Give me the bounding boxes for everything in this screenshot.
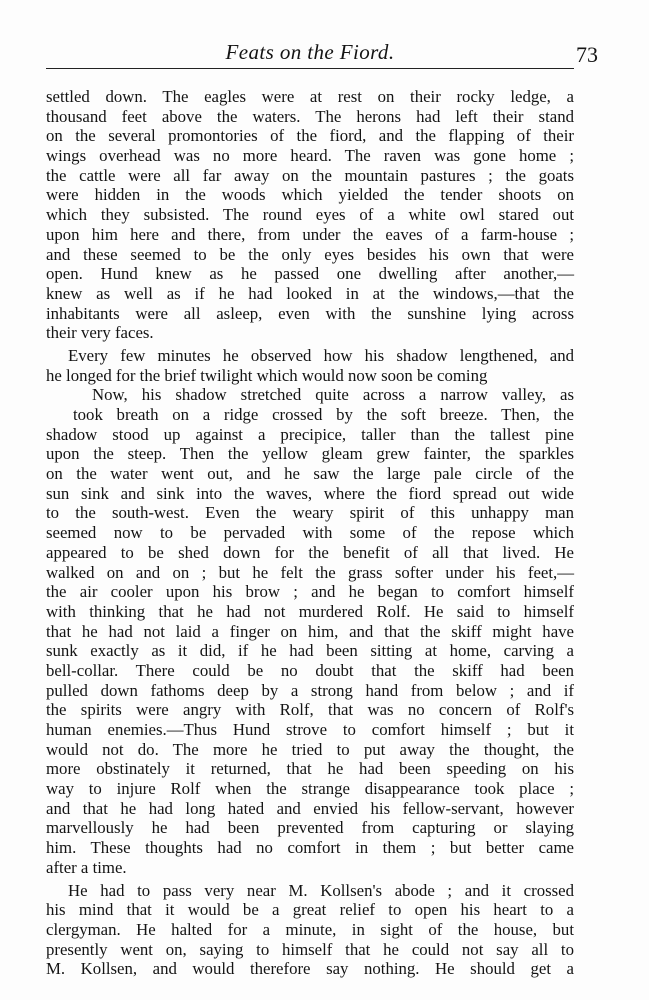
header-rule [46, 68, 574, 69]
text-line: walked on and on ; but he felt the grass softer under his feet,— [46, 562, 574, 582]
text-line: thousand feet above the waters. The herons had left their stand [46, 106, 574, 126]
text-line: upon him here and there, from under the eaves of a farm-house ; [46, 224, 574, 244]
text-line: were hidden in the woods which yielded the tender shoots on [46, 185, 574, 205]
text-line: M. Kollsen, and would therefore say nothing. He should get a [46, 959, 574, 979]
text-line: on the water went out, and he saw the large pale circle of the [46, 464, 574, 484]
text-line: appeared to be shed down for the benefit of all that lived. He [46, 542, 574, 562]
text-line: the cattle were all far away on the mountain pastures ; the goats [46, 165, 574, 185]
text-line: way to injure Rolf when the strange disappearance took place ; [46, 779, 574, 799]
text-line: that he had not laid a finger on him, and that the skiff might have [46, 621, 574, 641]
paragraph-start-line: He had to pass very near M. Kollsen's abode ; and it crossed [68, 880, 574, 900]
text-line: the spirits were angry with Rolf, that was no concern of Rolf's [46, 700, 574, 720]
text-line: sun sink and sink into the waves, where the fiord spread out wide [46, 483, 574, 503]
text-line: shadow stood up against a precipice, taller than the tallest pine [46, 424, 574, 444]
text-line: on the several promontories of the fiord, and the flapping of their [46, 126, 574, 146]
text-line: more obstinately it returned, that he had been speeding on his [46, 759, 574, 779]
text-line: would not do. The more he tried to put away the thought, the [46, 739, 574, 759]
text-line: he longed for the brief twilight which would now soon be coming [46, 365, 488, 385]
text-line: sunk exactly as it did, if he had been sitting at home, carving a [46, 641, 574, 661]
paragraph-end-line: their very faces. [46, 323, 154, 343]
text-line: and these seemed to be the only eyes besides his own that were [46, 244, 574, 264]
text-line: him. These thoughts had no comfort in them ; but better came [46, 838, 574, 858]
page-number: 73 [576, 42, 598, 67]
text-line: clergyman. He halted for a minute, in sight of the house, but [46, 919, 574, 939]
paragraph-end-line: after a time. [46, 857, 127, 877]
text-line: his mind that it would be a great relief to open his heart to a [46, 900, 574, 920]
text-line: and that he had long hated and envied his fellow-servant, however [46, 798, 574, 818]
text-line: to the south-west. Even the weary spirit of this unhappy man [46, 503, 574, 523]
text-line: open. Hund knew as he passed one dwelling after another,— [46, 264, 574, 284]
text-line: knew as well as if he had looked in at the windows,—that the [46, 283, 574, 303]
text-line: pulled down fathoms deep by a strong hand from below ; and if [46, 680, 574, 700]
running-head [46, 28, 598, 68]
text-line: the air cooler upon his brow ; and he began to comfort himself [46, 582, 574, 602]
text-line: upon the steep. Then the yellow gleam grew fainter, the sparkles [46, 444, 574, 464]
text-line: human enemies.—Thus Hund strove to comfort himself ; but it [46, 720, 574, 739]
body-text [46, 87, 574, 979]
text-line: with thinking that he had not murdered Rolf. He said to himself [46, 601, 574, 621]
text-line: presently went on, saying to himself that he could not say all to [46, 939, 574, 959]
text-line: which they subsisted. The round eyes of a white owl stared out [46, 205, 574, 225]
paragraph-start-line: Every few minutes he observed how his shadow lengthened, and [68, 345, 574, 365]
text-line: inhabitants were all asleep, even with the sunshine lying across [46, 303, 574, 323]
text-line: settled down. The eagles were at rest on their rocky ledge, a [46, 87, 574, 106]
text-line: marvellously he had been prevented from capturing or slaying [46, 818, 574, 838]
running-title: Feats on the Fiord. [225, 40, 395, 64]
text-line: wings overhead was no more heard. The raven was gone home ; [46, 146, 574, 166]
text-line: took breath on a ridge crossed by the soft breeze. Then, the [73, 405, 574, 424]
text-line: bell-collar. There could be no doubt that the skiff had been [46, 660, 574, 680]
text-line: seemed now to be pervaded with some of the repose which [46, 523, 574, 543]
text-line: Now, his shadow stretched quite across a narrow valley, as [92, 385, 574, 405]
